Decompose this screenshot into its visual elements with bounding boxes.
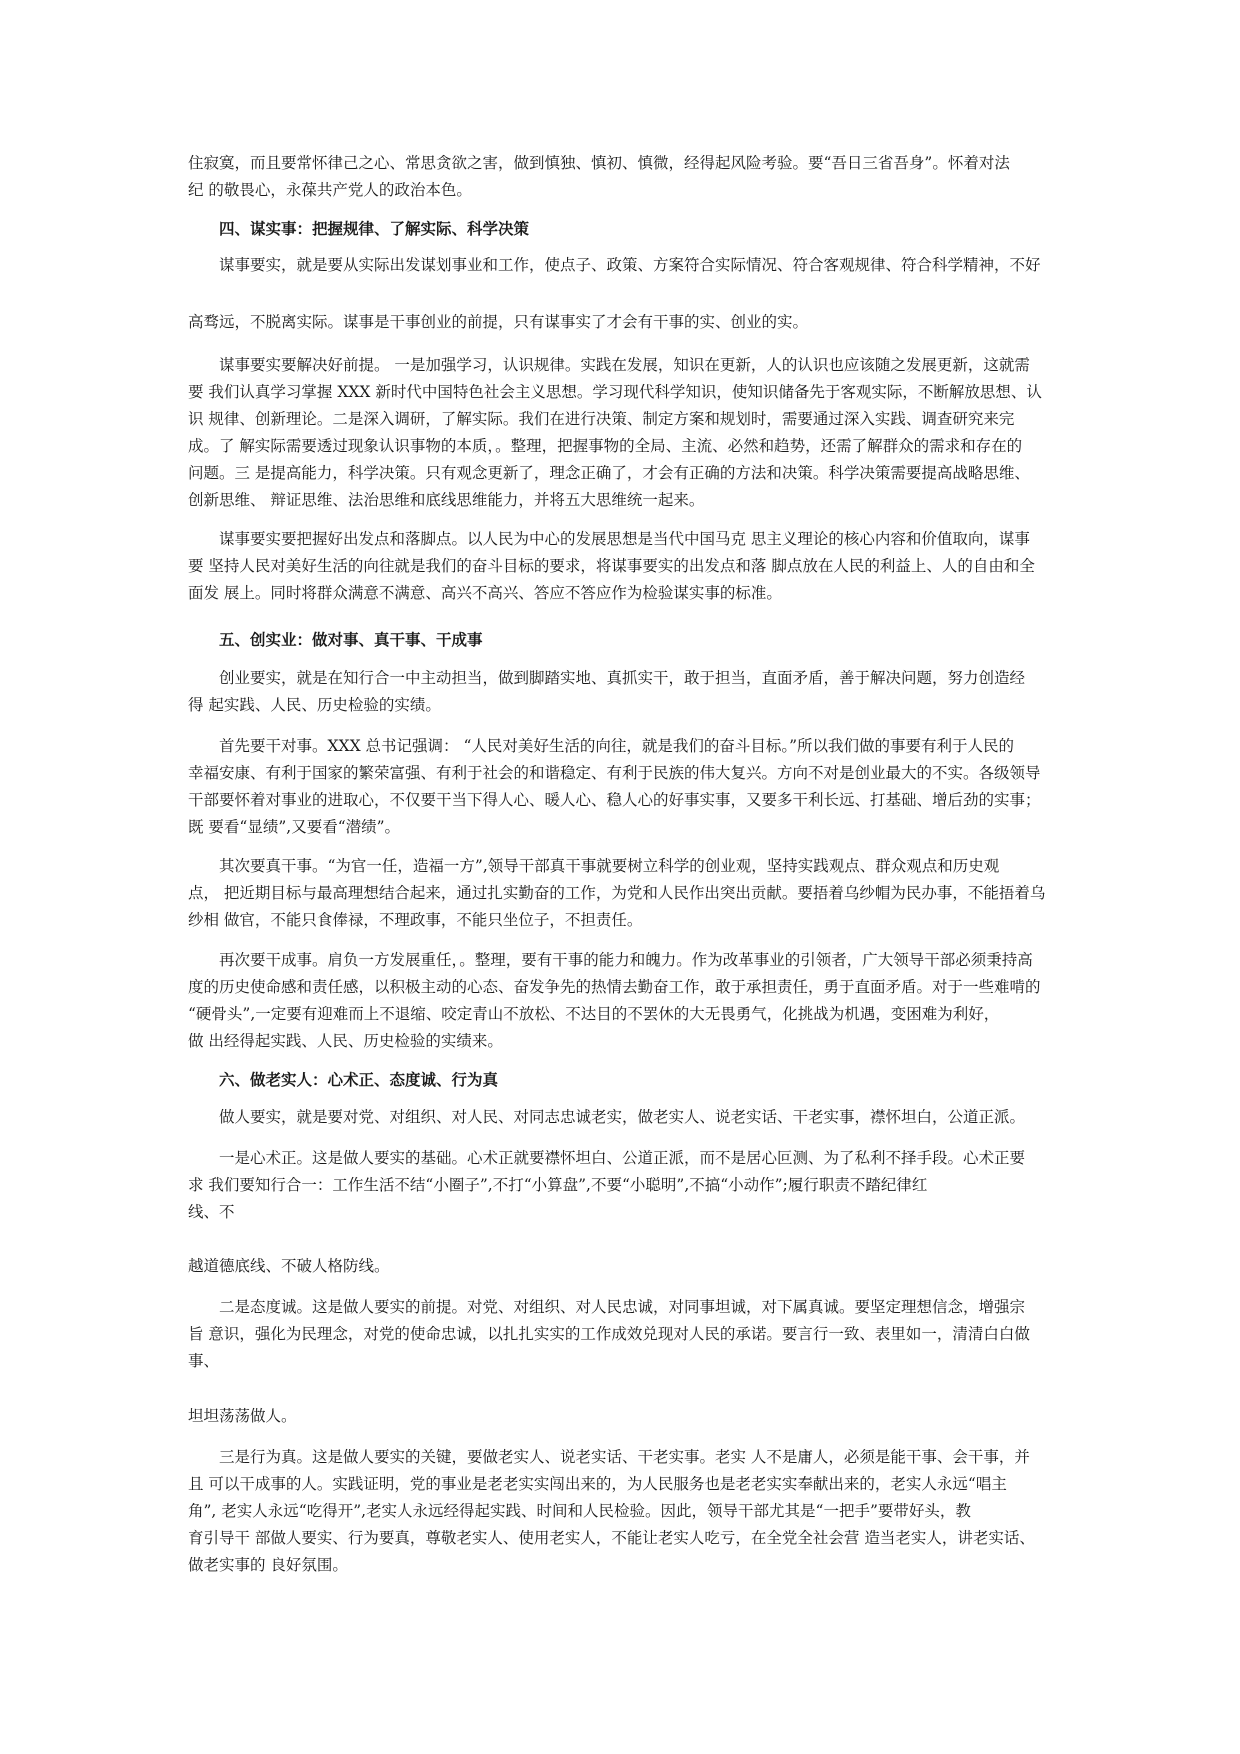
text-line: 问题。三 是提高能力，科学决策。只有观念更新了，理念正确了，才会有正确的方法和决策。科学决策需要提高战略思维、 xyxy=(188,464,1030,482)
text-line: 创业要实，就是在知行合一中主动担当，做到脚踏实地、真抓实干，敢于担当，直面矛盾，善于解决问题，努力创造经 xyxy=(219,669,1026,687)
text-line: 二是态度诚。这是做人要实的前提。对党、对组织、对人民忠诚，对同事坦诚，对下属真诚。要坚定理想信念，增强宗 xyxy=(219,1298,1026,1316)
paragraph xyxy=(188,1145,1058,1226)
text-line: 要 坚持人民对美好生活的向往就是我们的奋斗目标的要求，将谋事要实的出发点和落 脚点放在人民的利益上、人的自由和全 xyxy=(188,557,1035,575)
text-line: 谋事要实要把握好出发点和落脚点。以人民为中心的发展思想是当代中国马克 思主义理论的核心内容和价值取向，谋事 xyxy=(219,530,1030,548)
text-line: 求 我们要知行合一：工作生活不结“小圈子”,不打“小算盘”,不要“小聪明”,不搞“小动作”;履行职责不踏纪律红 xyxy=(188,1176,928,1194)
paragraph xyxy=(188,1294,1058,1375)
paragraph-continuation xyxy=(188,150,1058,204)
text-line: 事、 xyxy=(188,1352,220,1370)
text-line: 谋事要实要解决好前提。 一是加强学习，认识规律。实践在发展，知识在更新，人的认识也应该随之发展更新，这就需 xyxy=(219,356,1030,374)
text-line: 做 出经得起实践、人民、历史检验的实绩来。 xyxy=(188,1032,503,1050)
text-line: 育引导干 部做人要实、行为要真，尊敬老实人、使用老实人，不能让老实人吃亏，在全党全社会营 造当老实人，讲老实话、 xyxy=(188,1529,1035,1547)
text-line: 成。了 解实际需要透过现象认识事物的本质，。整理，把握事物的全局、主流、必然和趋势，还需了解群众的需求和存在的 xyxy=(188,437,1023,455)
text-line: 面发 展上。同时将群众满意不满意、高兴不高兴、答应不答应作为检验谋实事的标准。 xyxy=(188,584,782,602)
paragraph xyxy=(188,252,1058,279)
text-line: 干部要怀着对事业的进取心，不仅要干当下得人心、暖人心、稳人心的好事实事，又要多干利长远、打基础、增后劲的实事； xyxy=(188,791,1041,809)
paragraph xyxy=(188,853,1058,934)
section-heading-6: 六、做老实人：心术正、态度诚、行为真 xyxy=(219,1071,499,1089)
text-line: 一是心术正。这是做人要实的基础。心术正就要襟怀坦白、公道正派，而不是居心叵测、为了私利不择手段。心术正要 xyxy=(219,1149,1026,1167)
text-line: 纪 的敬畏心，永葆共产党人的政治本色。 xyxy=(188,181,472,199)
text-line: 度的历史使命感和责任感，以积极主动的心态、奋发争先的热情去勤奋工作，敢于承担责任，勇于直面矛盾。对于一些难啃的 xyxy=(188,978,1041,996)
paragraph xyxy=(188,1403,1058,1430)
paragraph xyxy=(188,665,1058,719)
text-line: 首先要干对事。XXX 总书记强调： “人民对美好生活的向往，就是我们的奋斗目标。”所以我们做的事要有利于人民的 xyxy=(219,737,1015,755)
text-line: 住寂寞，而且要常怀律己之心、常思贪欲之害，做到慎独、慎初、慎微，经得起风险考验。要“吾日三省吾身”。怀着对法 xyxy=(188,154,1010,172)
text-line: “硬骨头”,一定要有迎难而上不退缩、咬定青山不放松、不达目的不罢休的大无畏勇气，化挑战为机遇，变困难为利好， xyxy=(188,1005,1000,1023)
text-line: 越道德底线、不破人格防线。 xyxy=(188,1257,390,1275)
text-line: 三是行为真。这是做人要实的关键，要做老实人、说老实话、干老实事。老实 人不是庸人，必须是能干事、会干事，并 xyxy=(219,1448,1030,1466)
text-line: 做人要实，就是要对党、对组织、对人民、对同志忠诚老实，做老实人、说老实话、干老实事，襟怀坦白，公道正派。 xyxy=(219,1108,1026,1126)
text-line: 旨 意识，强化为民理念，对党的使命忠诚，以扎扎实实的工作成效兑现对人民的承诺。要言行一致、表里如一，清清白白做 xyxy=(188,1325,1030,1343)
text-line: 要 我们认真学习掌握 XXX 新时代中国特色社会主义思想。学习现代科学知识，使知识储备先于客观实际，不断解放思想、认 xyxy=(188,383,1042,401)
text-line: 既 要看“显绩”,又要看“潜绩”。 xyxy=(188,818,401,836)
paragraph xyxy=(188,1104,1058,1131)
text-line: 做老实事的 良好氛围。 xyxy=(188,1556,348,1574)
text-line: 且 可以干成事的人。实践证明，党的事业是老老实实闯出来的，为人民服务也是老老实实奉献出来的，老实人永远“唱主 xyxy=(188,1475,1007,1493)
section-heading-4: 四、谋实事：把握规律、了解实际、科学决策 xyxy=(219,220,530,238)
text-line: 纱相 做官，不能只食俸禄，不理政事，不能只坐位子，不担责任。 xyxy=(188,911,643,929)
paragraph xyxy=(188,352,1058,514)
paragraph xyxy=(188,947,1058,1055)
text-line: 角”, 老实人永远“吃得开”,老实人永远经得起实践、时间和人民检验。因此，领导干部尤其是“一把手”要带好头，教 xyxy=(188,1502,971,1520)
text-line: 其次要真干事。“为官一任，造福一方”,领导干部真干事就要树立科学的创业观，坚持实践观点、群众观点和历史观 xyxy=(219,857,1000,875)
text-line: 谋事要实，就是要从实际出发谋划事业和工作，使点子、政策、方案符合实际情况、符合客观规律、符合科学精神，不好 xyxy=(219,256,1041,274)
paragraph xyxy=(188,526,1058,607)
paragraph xyxy=(188,733,1058,841)
paragraph xyxy=(188,1444,1058,1579)
text-line: 坦坦荡荡做人。 xyxy=(188,1407,297,1425)
text-line: 创新思维、 辩证思维、法治思维和底线思维能力，并将五大思维统一起来。 xyxy=(188,491,705,509)
text-line: 得 起实践、人民、历史检验的实绩。 xyxy=(188,696,441,714)
paragraph xyxy=(188,309,1058,336)
text-line: 点， 把近期目标与最高理想结合起来，通过扎实勤奋的工作，为党和人民作出突出贡献。要捂着乌纱帽为民办事，不能捂着乌 xyxy=(188,884,1046,902)
text-line: 识 规律、创新理论。二是深入调研，了解实际。我们在进行决策、制定方案和规划时，需要通过深入实践、调查研究来完 xyxy=(188,410,1015,428)
paragraph xyxy=(188,1253,1058,1280)
section-heading-5: 五、创实业：做对事、真干事、干成事 xyxy=(219,631,483,649)
text-line: 高骛远，不脱离实际。谋事是干事创业的前提，只有谋事实了才会有干事的实、创业的实。 xyxy=(188,313,809,331)
text-line: 再次要干成事。肩负一方发展重任，。整理，要有干事的能力和魄力。作为改革事业的引领者，广大领导干部必须秉持高 xyxy=(219,951,1033,969)
text-line: 幸福安康、有利于国家的繁荣富强、有利于社会的和谐稳定、有利于民族的伟大复兴。方向不对是创业最大的不实。各级领导 xyxy=(188,764,1041,782)
text-line: 线、不 xyxy=(188,1203,235,1221)
